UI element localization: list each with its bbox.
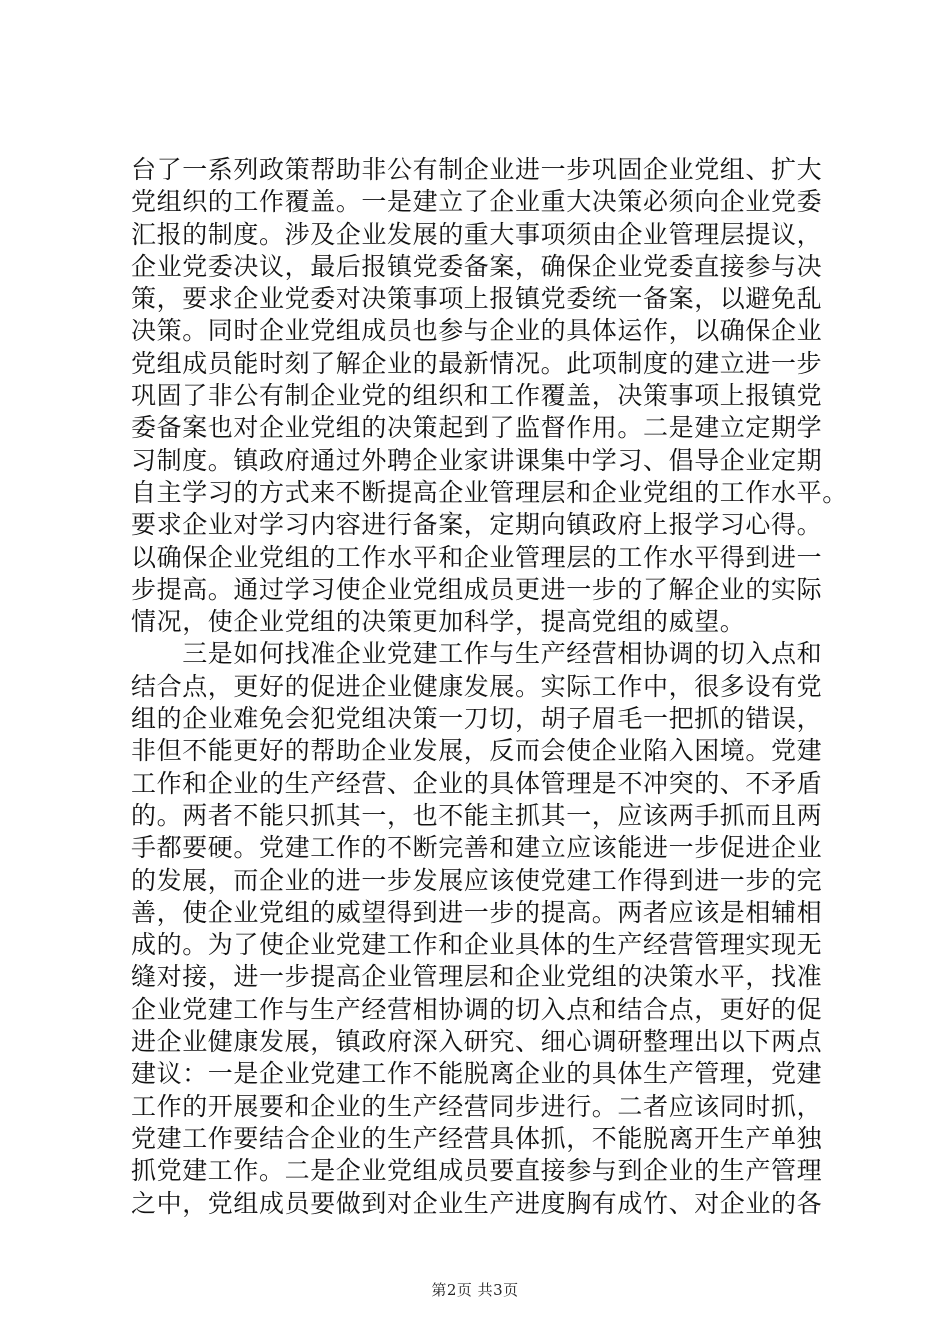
- text-line: 抓党建工作。二是企业党组成员要直接参与到企业的生产管理: [131, 1156, 823, 1186]
- text-line: 党组成员能时刻了解企业的最新情况。此项制度的建立进一步: [131, 348, 823, 378]
- text-line: 缝对接，进一步提高企业管理层和企业党组的决策水平，找准: [131, 962, 823, 992]
- text-line: 情况，使企业党组的决策更加科学，提高党组的威望。: [131, 607, 746, 637]
- text-line: 党组织的工作覆盖。一是建立了企业重大决策必须向企业党委: [131, 187, 823, 217]
- text-line: 决策。同时企业党组成员也参与企业的具体运作，以确保企业: [131, 316, 823, 346]
- text-line: 汇报的制度。涉及企业发展的重大事项须由企业管理层提议，: [131, 219, 823, 249]
- document-body: [131, 154, 848, 1220]
- text-line: 建议：一是企业党建工作不能脱离企业的具体生产管理，党建: [131, 1059, 823, 1089]
- text-line: 以确保企业党组的工作水平和企业管理层的工作水平得到进一: [131, 542, 823, 572]
- text-line: 企业党建工作与生产经营相协调的切入点和结合点，更好的促: [131, 994, 823, 1024]
- text-line: 之中，党组成员要做到对企业生产进度胸有成竹、对企业的各: [131, 1188, 823, 1218]
- text-line: 自主学习的方式来不断提高企业管理层和企业党组的工作水平。: [131, 477, 848, 507]
- paragraph-start-line: 三是如何找准企业党建工作与生产经营相协调的切入点和: [131, 639, 823, 669]
- text-line: 企业党委决议，最后报镇党委备案，确保企业党委直接参与决: [131, 251, 823, 281]
- text-line: 手都要硬。党建工作的不断完善和建立应该能进一步促进企业: [131, 833, 823, 863]
- text-line: 工作的开展要和企业的生产经营同步进行。二者应该同时抓，: [131, 1091, 823, 1121]
- text-line: 要求企业对学习内容进行备案，定期向镇政府上报学习心得。: [131, 510, 823, 540]
- text-line: 工作和企业的生产经营、企业的具体管理是不冲突的、不矛盾: [131, 768, 823, 798]
- text-line: 结合点，更好的促进企业健康发展。实际工作中，很多设有党: [131, 671, 823, 701]
- text-line: 组的企业难免会犯党组决策一刀切，胡子眉毛一把抓的错误，: [131, 704, 823, 734]
- page-number-footer: 第2页 共3页: [431, 1281, 519, 1299]
- text-line: 党建工作要结合企业的生产经营具体抓，不能脱离开生产单独: [131, 1123, 823, 1153]
- text-line: 策，要求企业党委对决策事项上报镇党委统一备案，以避免乱: [131, 284, 823, 314]
- text-line: 委备案也对企业党组的决策起到了监督作用。二是建立定期学: [131, 413, 823, 443]
- text-line: 台了一系列政策帮助非公有制企业进一步巩固企业党组、扩大: [131, 155, 823, 184]
- text-line: 进企业健康发展，镇政府深入研究、细心调研整理出以下两点: [131, 1027, 823, 1057]
- text-line: 习制度。镇政府通过外聘企业家讲课集中学习、倡导企业定期: [131, 445, 823, 475]
- text-line: 的发展，而企业的进一步发展应该使党建工作得到进一步的完: [131, 865, 823, 895]
- text-line: 步提高。通过学习使企业党组成员更进一步的了解企业的实际: [131, 574, 823, 604]
- text-line: 非但不能更好的帮助企业发展，反而会使企业陷入困境。党建: [131, 736, 823, 766]
- text-line: 的。两者不能只抓其一，也不能主抓其一，应该两手抓而且两: [131, 800, 823, 830]
- text-line: 巩固了非公有制企业党的组织和工作覆盖，决策事项上报镇党: [131, 381, 823, 411]
- text-line: 成的。为了使企业党建工作和企业具体的生产经营管理实现无: [131, 930, 823, 960]
- text-line: 善，使企业党组的威望得到进一步的提高。两者应该是相辅相: [131, 897, 823, 927]
